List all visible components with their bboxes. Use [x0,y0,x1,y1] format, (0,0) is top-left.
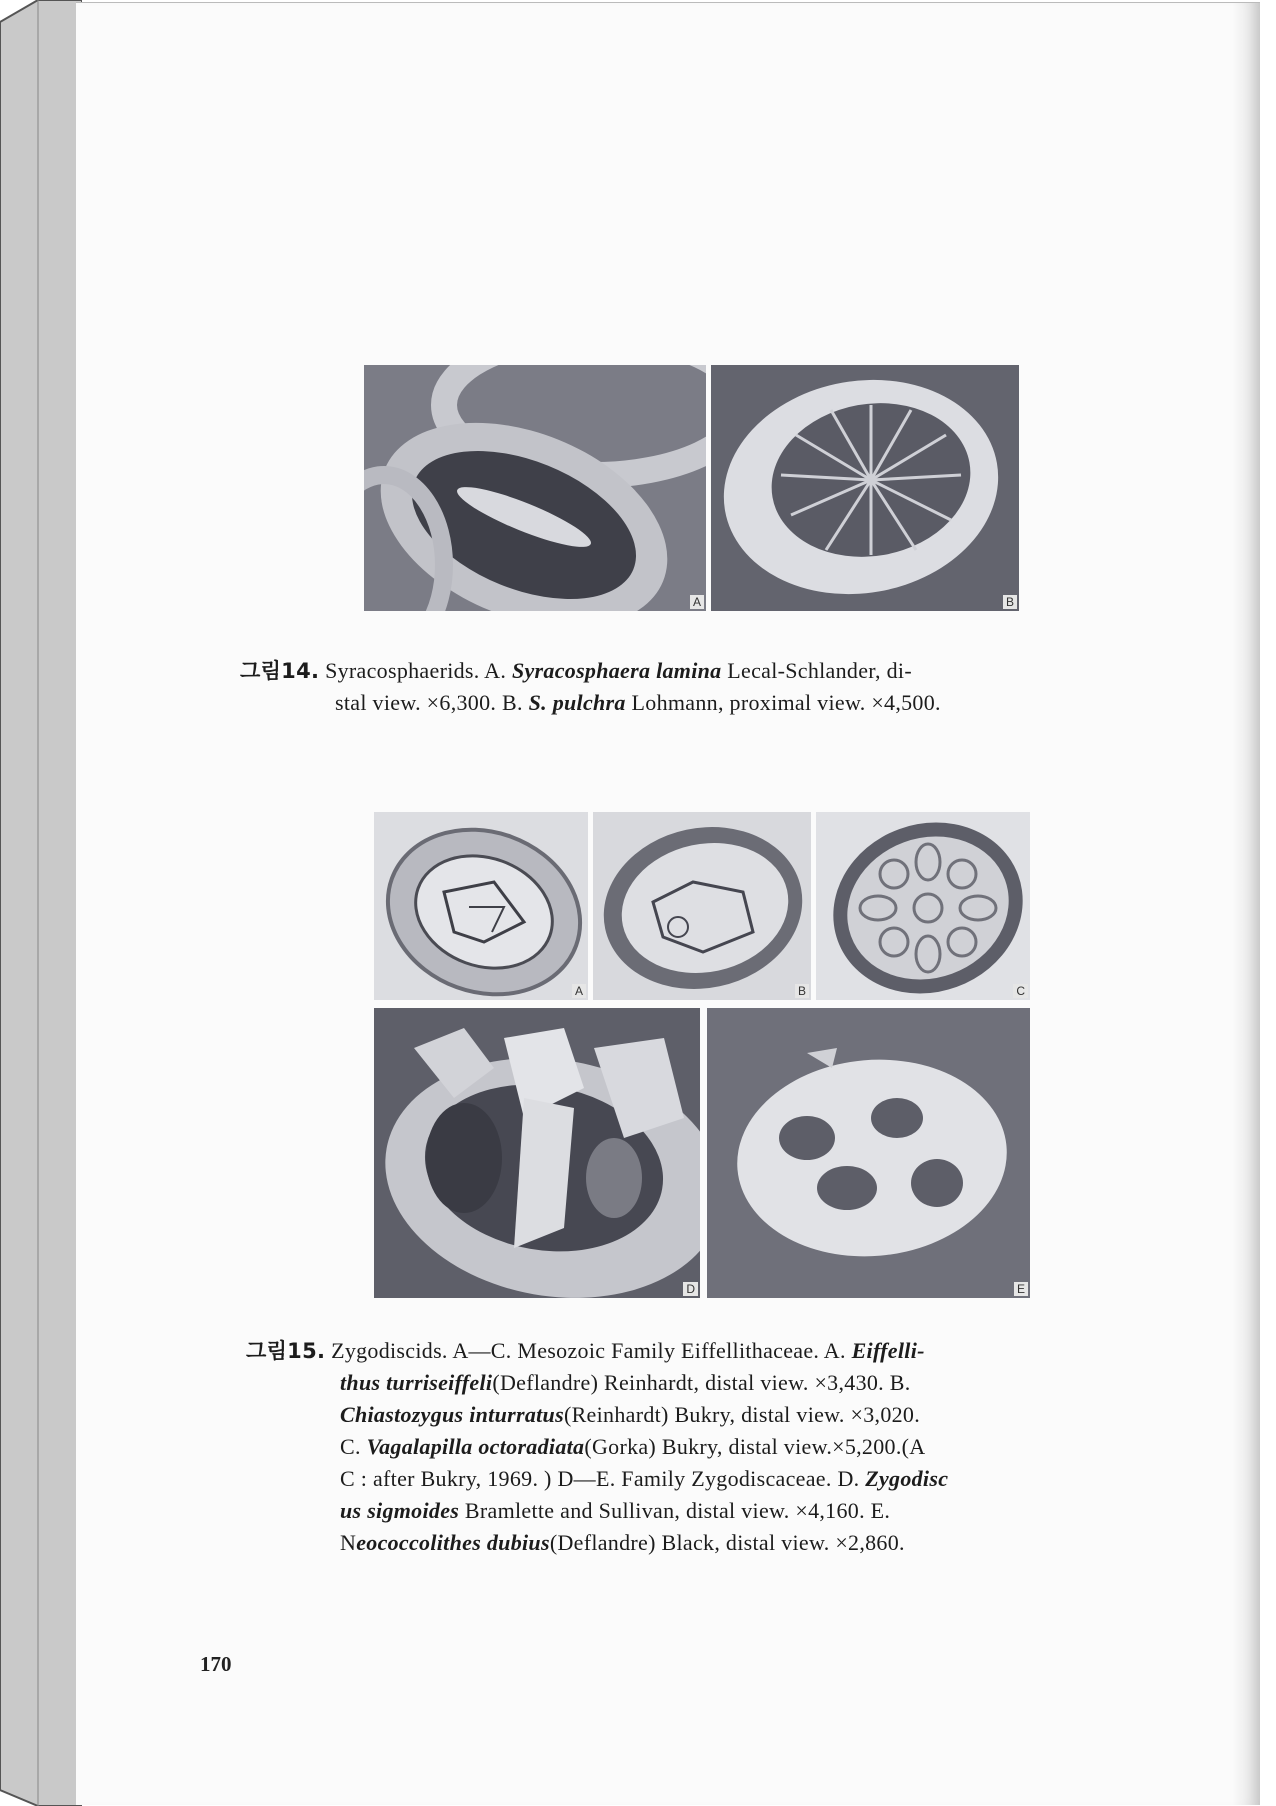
panel-letter: A [572,984,586,998]
figure-15-panel-b [593,812,811,1000]
species-name: thus turriseiffeli [340,1370,493,1395]
coccolith-image-e [707,1008,1030,1298]
panel-letter: B [1003,595,1017,609]
coccolith-image-d [374,1008,700,1298]
caption-text: C : after Bukry, 1969. ) D—E. Family Zygodiscaceae. D. [340,1466,866,1491]
caption-text: Syracosphaerids. A. [319,658,512,683]
figure-15-panel-c [816,812,1030,1000]
species-name: eococcolithes dubius [356,1530,550,1555]
species-name: Vagalapilla octoradiata [366,1434,585,1459]
caption-text: Bramlette and Sullivan, distal view. ×4,160. E. [459,1498,891,1523]
caption-text: (Gorka) Bukry, distal view.×5,200.(A [584,1434,926,1459]
caption-text: (Deflandre) Reinhardt, distal view. ×3,430. B. [492,1370,911,1395]
panel-letter: C [1013,984,1028,998]
figure-14-panel-b [711,365,1019,611]
coccolith-image-a [364,365,706,611]
species-name: us sigmoides [340,1498,460,1523]
figure-label: 그림14. [240,659,320,683]
panel-letter: E [1014,1282,1028,1296]
caption-text: Lohmann, proximal view. ×4,500. [625,690,941,715]
species-name: Eiffelli- [851,1338,925,1363]
book-spine [0,0,82,1806]
species-name: Syracosphaera lamina [511,658,722,683]
caption-text: N [340,1530,357,1555]
figure-15-panel-e [707,1008,1030,1298]
caption-text: stal view. ×6,300. B. [335,690,529,715]
coccolith-image-a [374,812,588,1000]
page-edge-shadow [1232,3,1260,1805]
figure-14-caption [240,655,1120,719]
caption-text: Zygodiscids. A—C. Mesozoic Family Eiffellithaceae. A. [325,1338,852,1363]
species-name: Chiastozygus inturratus [340,1402,564,1427]
caption-text: (Reinhardt) Bukry, distal view. ×3,020. [563,1402,921,1427]
species-name: S. pulchra [528,690,626,715]
panel-letter: B [795,984,809,998]
caption-text: (Deflandre) Black, distal view. ×2,860. [549,1530,905,1555]
caption-text: Lecal-Schlander, di- [721,658,912,683]
figure-14-panel-a [364,365,706,611]
page-number: 170 [200,1652,232,1676]
figure-15-panel-a [374,812,588,1000]
species-name: Zygodisc [865,1466,949,1491]
figure-15-caption [246,1335,1126,1559]
coccolith-image-b [711,365,1019,611]
figure-label: 그림15. [246,1339,326,1363]
panel-letter: A [690,595,704,609]
coccolith-image-b [593,812,811,1000]
caption-text: C. [340,1434,367,1459]
panel-letter: D [683,1282,698,1296]
coccolith-image-c [816,812,1030,1000]
figure-15-panel-d [374,1008,700,1298]
